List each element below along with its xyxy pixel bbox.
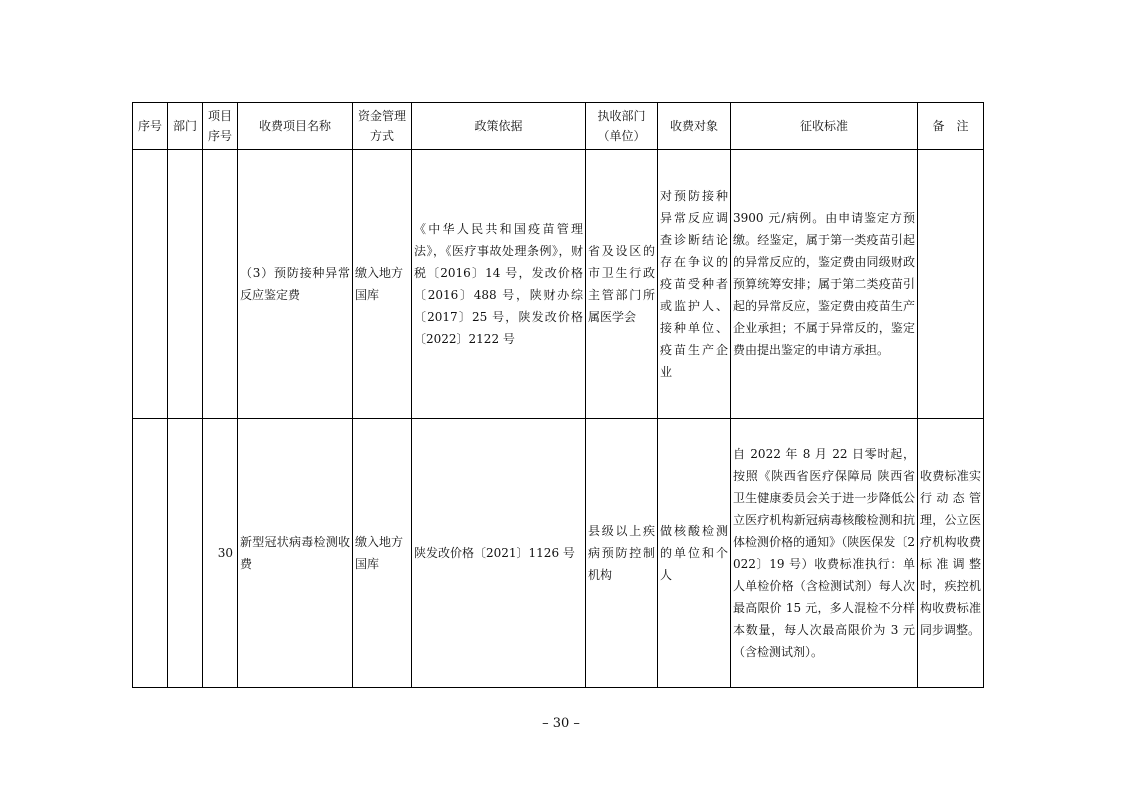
header-target: 收费对象 bbox=[658, 103, 731, 150]
cell-item-no: 30 bbox=[203, 419, 238, 688]
header-item-no: 项目 序号 bbox=[203, 103, 238, 150]
cell-fee-name: （3）预防接种异常反应鉴定费 bbox=[238, 150, 353, 419]
table-row bbox=[133, 419, 984, 688]
header-dept: 部门 bbox=[168, 103, 203, 150]
header-remarks: 备 注 bbox=[918, 103, 984, 150]
cell-target: 对预防接种异常反应调查诊断结论存在争议的疫苗受种者或监护人、接种单位、疫苗生产企业 bbox=[658, 150, 731, 419]
cell-standard: 自 2022 年 8 月 22 日零时起，按照《陕西省医疗保障局 陕西省卫生健康委员会关于进一步降低公立医疗机构新冠病毒核酸检测和抗体检测价格的通知》（陕医保发〔2022〕19 号）收费标准执行：单人单检价格（含检测试剂）每人次最高限价 15 元，多人混检不分样本数量，每人次最高限价为 3 元（含检测试剂）。 bbox=[731, 419, 918, 688]
cell-seq bbox=[133, 150, 168, 419]
header-fee-name: 收费项目名称 bbox=[238, 103, 353, 150]
cell-dept bbox=[168, 150, 203, 419]
cell-collector: 县级以上疾病预防控制机构 bbox=[586, 419, 658, 688]
cell-fee-name: 新型冠状病毒检测收费 bbox=[238, 419, 353, 688]
cell-seq bbox=[133, 419, 168, 688]
cell-standard: 3900 元/病例。由申请鉴定方预缴。经鉴定，属于第一类疫苗引起的异常反应的，鉴定费由同级财政预算统筹安排；属于第二类疫苗引起的异常反应，鉴定费由疫苗生产企业承担；不属于异常反的，鉴定费由提出鉴定的申请方承担。 bbox=[731, 150, 918, 419]
header-collector: 执收部门 （单位） bbox=[586, 103, 658, 150]
page-number: – 30 – bbox=[542, 716, 580, 731]
header-standard: 征收标准 bbox=[731, 103, 918, 150]
fee-table bbox=[132, 102, 984, 688]
cell-remarks bbox=[918, 150, 984, 419]
cell-item-no bbox=[203, 150, 238, 419]
cell-fund-mgmt: 缴入地方国库 bbox=[353, 419, 412, 688]
header-fund-mgmt: 资金管理 方式 bbox=[353, 103, 412, 150]
cell-policy: 《中华人民共和国疫苗管理法》，《医疗事故处理条例》，财税〔2016〕14 号，发改价格〔2016〕488 号，陕财办综〔2017〕25 号，陕发改价格〔2022〕2122 号 bbox=[412, 150, 586, 419]
table-row bbox=[133, 150, 984, 419]
cell-dept bbox=[168, 419, 203, 688]
cell-remarks: 收费标准实行动态管理，公立医疗机构收费标准调整时，疾控机构收费标准同步调整。 bbox=[918, 419, 984, 688]
cell-target: 做核酸检测的单位和个人 bbox=[658, 419, 731, 688]
header-policy: 政策依据 bbox=[412, 103, 586, 150]
cell-collector: 省及设区的市卫生行政主管部门所属医学会 bbox=[586, 150, 658, 419]
header-seq: 序号 bbox=[133, 103, 168, 150]
cell-fund-mgmt: 缴入地方国库 bbox=[353, 150, 412, 419]
cell-policy: 陕发改价格〔2021〕1126 号 bbox=[412, 419, 586, 688]
header-row bbox=[133, 103, 984, 150]
